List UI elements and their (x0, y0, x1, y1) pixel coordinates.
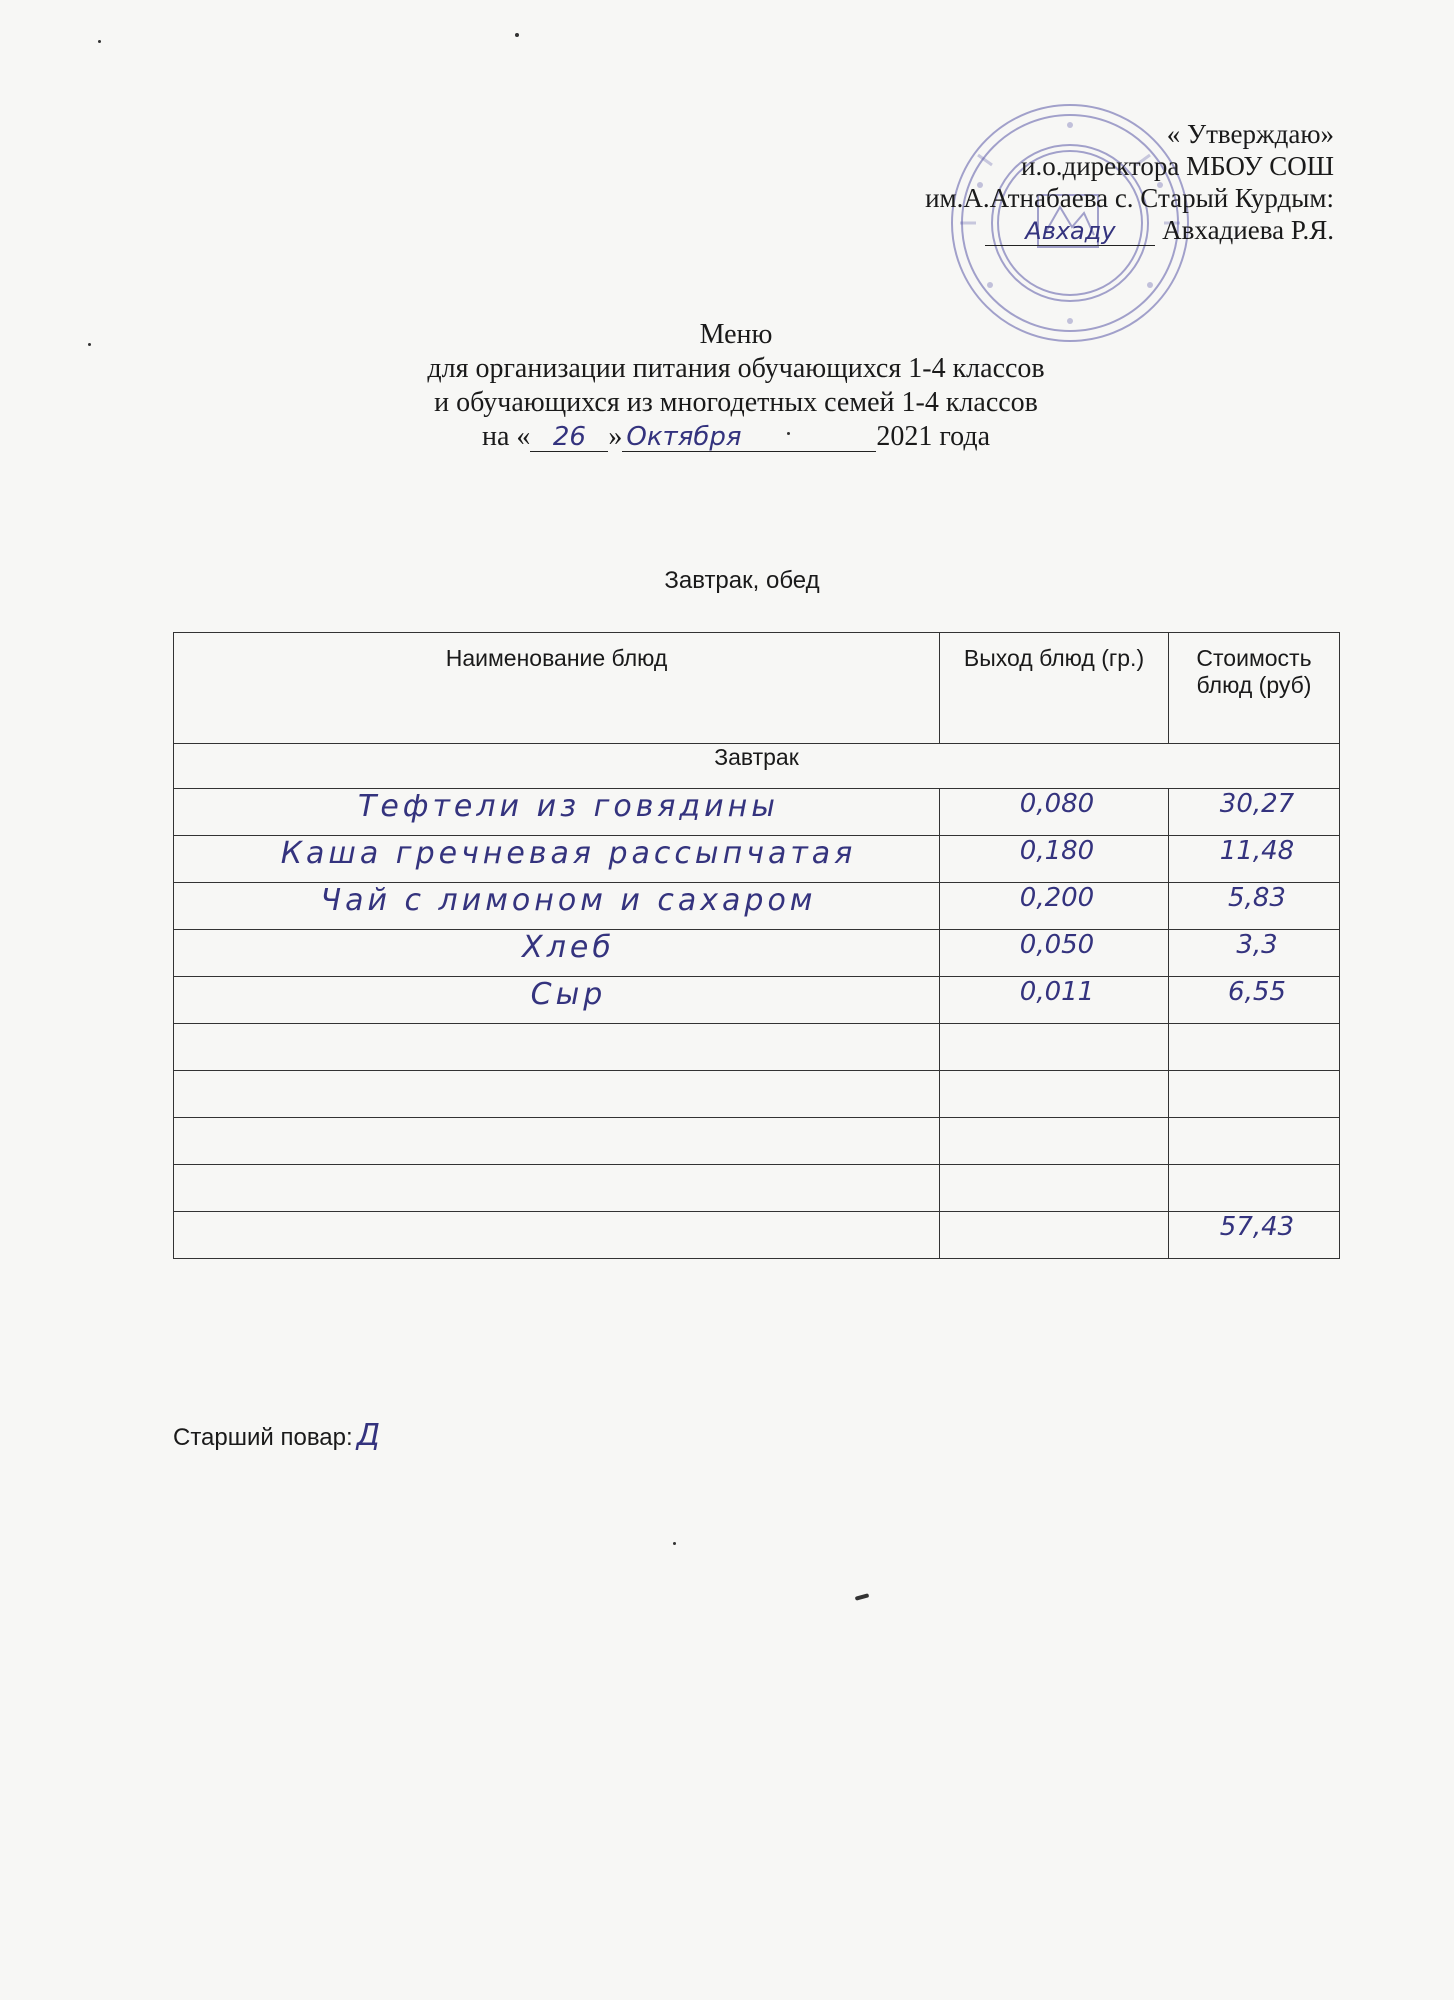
title-line-2: для организации питания обучающихся 1-4 классов (427, 353, 1045, 384)
table-row (174, 883, 1340, 930)
table-row (174, 1165, 1340, 1212)
scan-speck (88, 343, 91, 346)
table-row (174, 789, 1340, 836)
dish-output: 0,050 (940, 930, 1169, 977)
dish-name (174, 1118, 940, 1165)
scan-speck (787, 432, 790, 435)
senior-cook-line (173, 1418, 380, 1453)
dish-output: 0,080 (940, 789, 1169, 836)
table-row-total (174, 1212, 1340, 1259)
header-dish-name: Наименование блюд (174, 633, 940, 744)
dish-name: Чай с лимоном и сахаром (174, 883, 940, 930)
dish-name (174, 1165, 940, 1212)
dish-name (174, 1024, 940, 1071)
table-row (174, 977, 1340, 1024)
approval-signature-line (925, 214, 1334, 246)
date-month: Октября (622, 423, 876, 452)
dish-output (940, 1071, 1169, 1118)
section-row (174, 744, 1340, 789)
dish-output (940, 1212, 1169, 1259)
dish-cost (1169, 1118, 1340, 1165)
date-mid: » (608, 421, 623, 452)
scan-speck (855, 1593, 870, 1600)
table-row (174, 1118, 1340, 1165)
dish-name: Хлеб (174, 930, 940, 977)
title-menu: Меню (699, 319, 773, 350)
cook-signature: Д (356, 1418, 381, 1453)
dish-cost: 6,55 (1169, 977, 1340, 1024)
header-cost: Стоимость блюд (руб) (1169, 633, 1340, 744)
approval-heading: « Утверждаю» (1166, 119, 1334, 149)
table-row (174, 1071, 1340, 1118)
dish-cost (1169, 1024, 1340, 1071)
title-line-3: и обучающихся из многодетных семей 1-4 классов (434, 387, 1038, 418)
dish-output (940, 1118, 1169, 1165)
meal-label: Завтрак, обед (664, 567, 820, 594)
table-row (174, 930, 1340, 977)
dish-name: Каша гречневая рассыпчатая (174, 836, 940, 883)
dish-cost: 30,27 (1169, 789, 1340, 836)
dish-cost: 3,3 (1169, 930, 1340, 977)
approval-school: им.А.Атнабаева с. Старый Курдым: (925, 183, 1334, 213)
date-day: 26 (530, 423, 608, 452)
header-output: Выход блюд (гр.) (940, 633, 1169, 744)
section-breakfast: Завтрак (174, 744, 1340, 789)
scan-speck (673, 1542, 676, 1545)
approval-position: и.о.директора МБОУ СОШ (1021, 151, 1334, 181)
title-date (18, 420, 1454, 454)
dish-output: 0,180 (940, 836, 1169, 883)
table-row (174, 1024, 1340, 1071)
dish-cost (1169, 1165, 1340, 1212)
dish-name (174, 1212, 940, 1259)
cook-label: Старший повар: (173, 1424, 353, 1451)
scan-speck (98, 40, 101, 43)
dish-output: 0,011 (940, 977, 1169, 1024)
scan-speck (515, 33, 519, 37)
dish-cost: 5,83 (1169, 883, 1340, 930)
total-cost: 57,43 (1169, 1212, 1340, 1259)
dish-cost: 11,48 (1169, 836, 1340, 883)
dish-name: Тефтели из говядины (174, 789, 940, 836)
date-suffix: 2021 года (876, 421, 991, 452)
dish-cost (1169, 1071, 1340, 1118)
director-signature: Авхаду (985, 217, 1155, 246)
dish-name: Сыр (174, 977, 940, 1024)
dish-output (940, 1024, 1169, 1071)
dish-name (174, 1071, 940, 1118)
document-title (0, 318, 1454, 454)
table-header-row (174, 633, 1340, 744)
director-name: Авхадиева Р.Я. (1155, 215, 1334, 245)
menu-table (173, 632, 1340, 1259)
date-prefix: на « (481, 421, 531, 452)
dish-output: 0,200 (940, 883, 1169, 930)
table-row (174, 836, 1340, 883)
dish-output (940, 1165, 1169, 1212)
approval-block (925, 118, 1334, 246)
